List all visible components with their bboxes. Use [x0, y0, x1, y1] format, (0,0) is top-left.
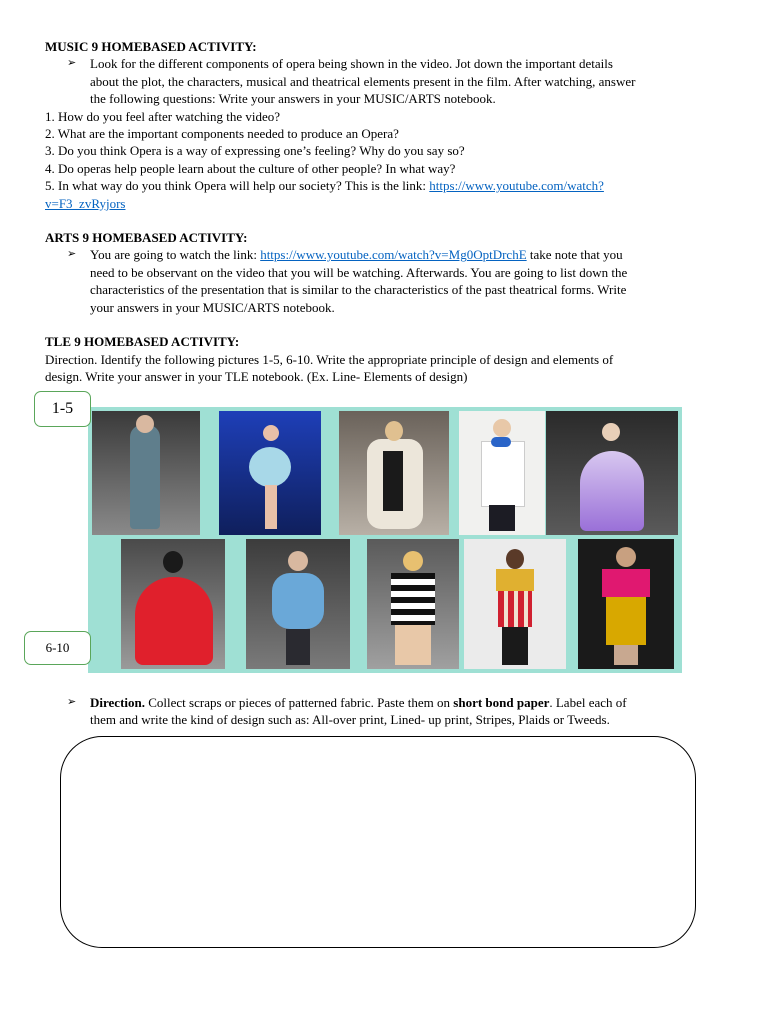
- fashion-photo-4: [459, 411, 545, 535]
- question-2: 2. What are the important components needed to produce an Opera?: [45, 126, 399, 142]
- fashion-photo-7: [246, 539, 350, 669]
- question-5: [45, 177, 735, 194]
- label-1-5: 1-5: [34, 391, 91, 427]
- fashion-photo-6: [121, 539, 225, 669]
- text-line: [90, 246, 735, 263]
- fashion-photo-collage: [88, 407, 682, 673]
- label-6-10: 6-10: [24, 631, 91, 665]
- bond-paper-term: short bond paper: [453, 695, 550, 710]
- fashion-photo-8: [367, 539, 459, 669]
- text-line: about the plot, the characters, musical and theatrical elements present in the film. After watching, answer: [90, 73, 636, 89]
- fashion-photo-5: [546, 411, 678, 535]
- text-line: need to be observant on the video that you will be watching. Afterwards. You are going to list down the: [90, 264, 628, 280]
- opera-video-link-cont[interactable]: v=F3_zvRyjors: [45, 195, 126, 211]
- tle-heading: TLE 9 HOMEBASED ACTIVITY:: [45, 334, 240, 350]
- arts-video-link[interactable]: https://www.youtube.com/watch?v=Mg0OptDrchE: [260, 247, 527, 263]
- direction-label: Direction.: [90, 695, 145, 710]
- arrowhead-bullet-icon: ➢: [67, 696, 77, 708]
- fashion-photo-1: [92, 411, 200, 535]
- text-span: . Label each of: [549, 695, 627, 710]
- arrowhead-bullet-icon: ➢: [67, 248, 77, 261]
- tle-direction-cont: design. Write your answer in your TLE notebook. (Ex. Line- Elements of design): [45, 368, 468, 384]
- text-line: them and write the kind of design such as: All-over print, Lined- up print, Stripes, Plaids or Tweeds.: [90, 712, 610, 728]
- question-5-link-cont: [45, 195, 735, 212]
- text-line: Look for the different components of opera being shown in the video. Jot down the important details: [90, 56, 613, 72]
- document-body: [45, 38, 735, 385]
- fabric-bullet: [45, 694, 735, 729]
- fabric-answer-box: [60, 736, 696, 948]
- arrowhead-bullet-icon: ➢: [67, 57, 77, 70]
- text-line: characteristics of the presentation that is similar to the characteristics of the past theatrical forms. Write: [90, 282, 627, 298]
- music-instruction: [45, 55, 735, 107]
- text-span: take note that you: [526, 247, 623, 263]
- question-5-text: 5. In what way do you think Opera will help our society? This is the link:: [45, 178, 430, 194]
- text-line: your answers in your MUSIC/ARTS notebook.: [90, 299, 335, 315]
- opera-video-link[interactable]: https://www.youtube.com/watch?: [429, 178, 604, 194]
- text-span: Collect scraps or pieces of patterned fabric. Paste them on: [145, 695, 454, 710]
- fabric-instruction: [45, 694, 735, 729]
- question-4: 4. Do operas help people learn about the culture of other people? In what way?: [45, 160, 456, 176]
- fashion-photo-2: [219, 411, 321, 535]
- question-1: 1. How do you feel after watching the video?: [45, 108, 281, 124]
- music-heading: MUSIC 9 HOMEBASED ACTIVITY:: [45, 39, 257, 54]
- text-line: the following questions: Write your answers in your MUSIC/ARTS notebook.: [90, 91, 496, 107]
- fashion-photo-9: [464, 539, 566, 669]
- question-3: 3. Do you think Opera is a way of expressing one’s feeling? Why do you say so?: [45, 143, 465, 159]
- arts-heading: ARTS 9 HOMEBASED ACTIVITY:: [45, 230, 248, 246]
- tle-direction: Direction. Identify the following pictures 1-5, 6-10. Write the appropriate principle of design and elements of: [45, 351, 614, 367]
- text-span: You are going to watch the link:: [90, 247, 261, 263]
- fashion-photo-3: [339, 411, 449, 535]
- arts-instruction: [45, 246, 735, 316]
- text-line: [90, 694, 735, 711]
- fashion-photo-10: [578, 539, 674, 669]
